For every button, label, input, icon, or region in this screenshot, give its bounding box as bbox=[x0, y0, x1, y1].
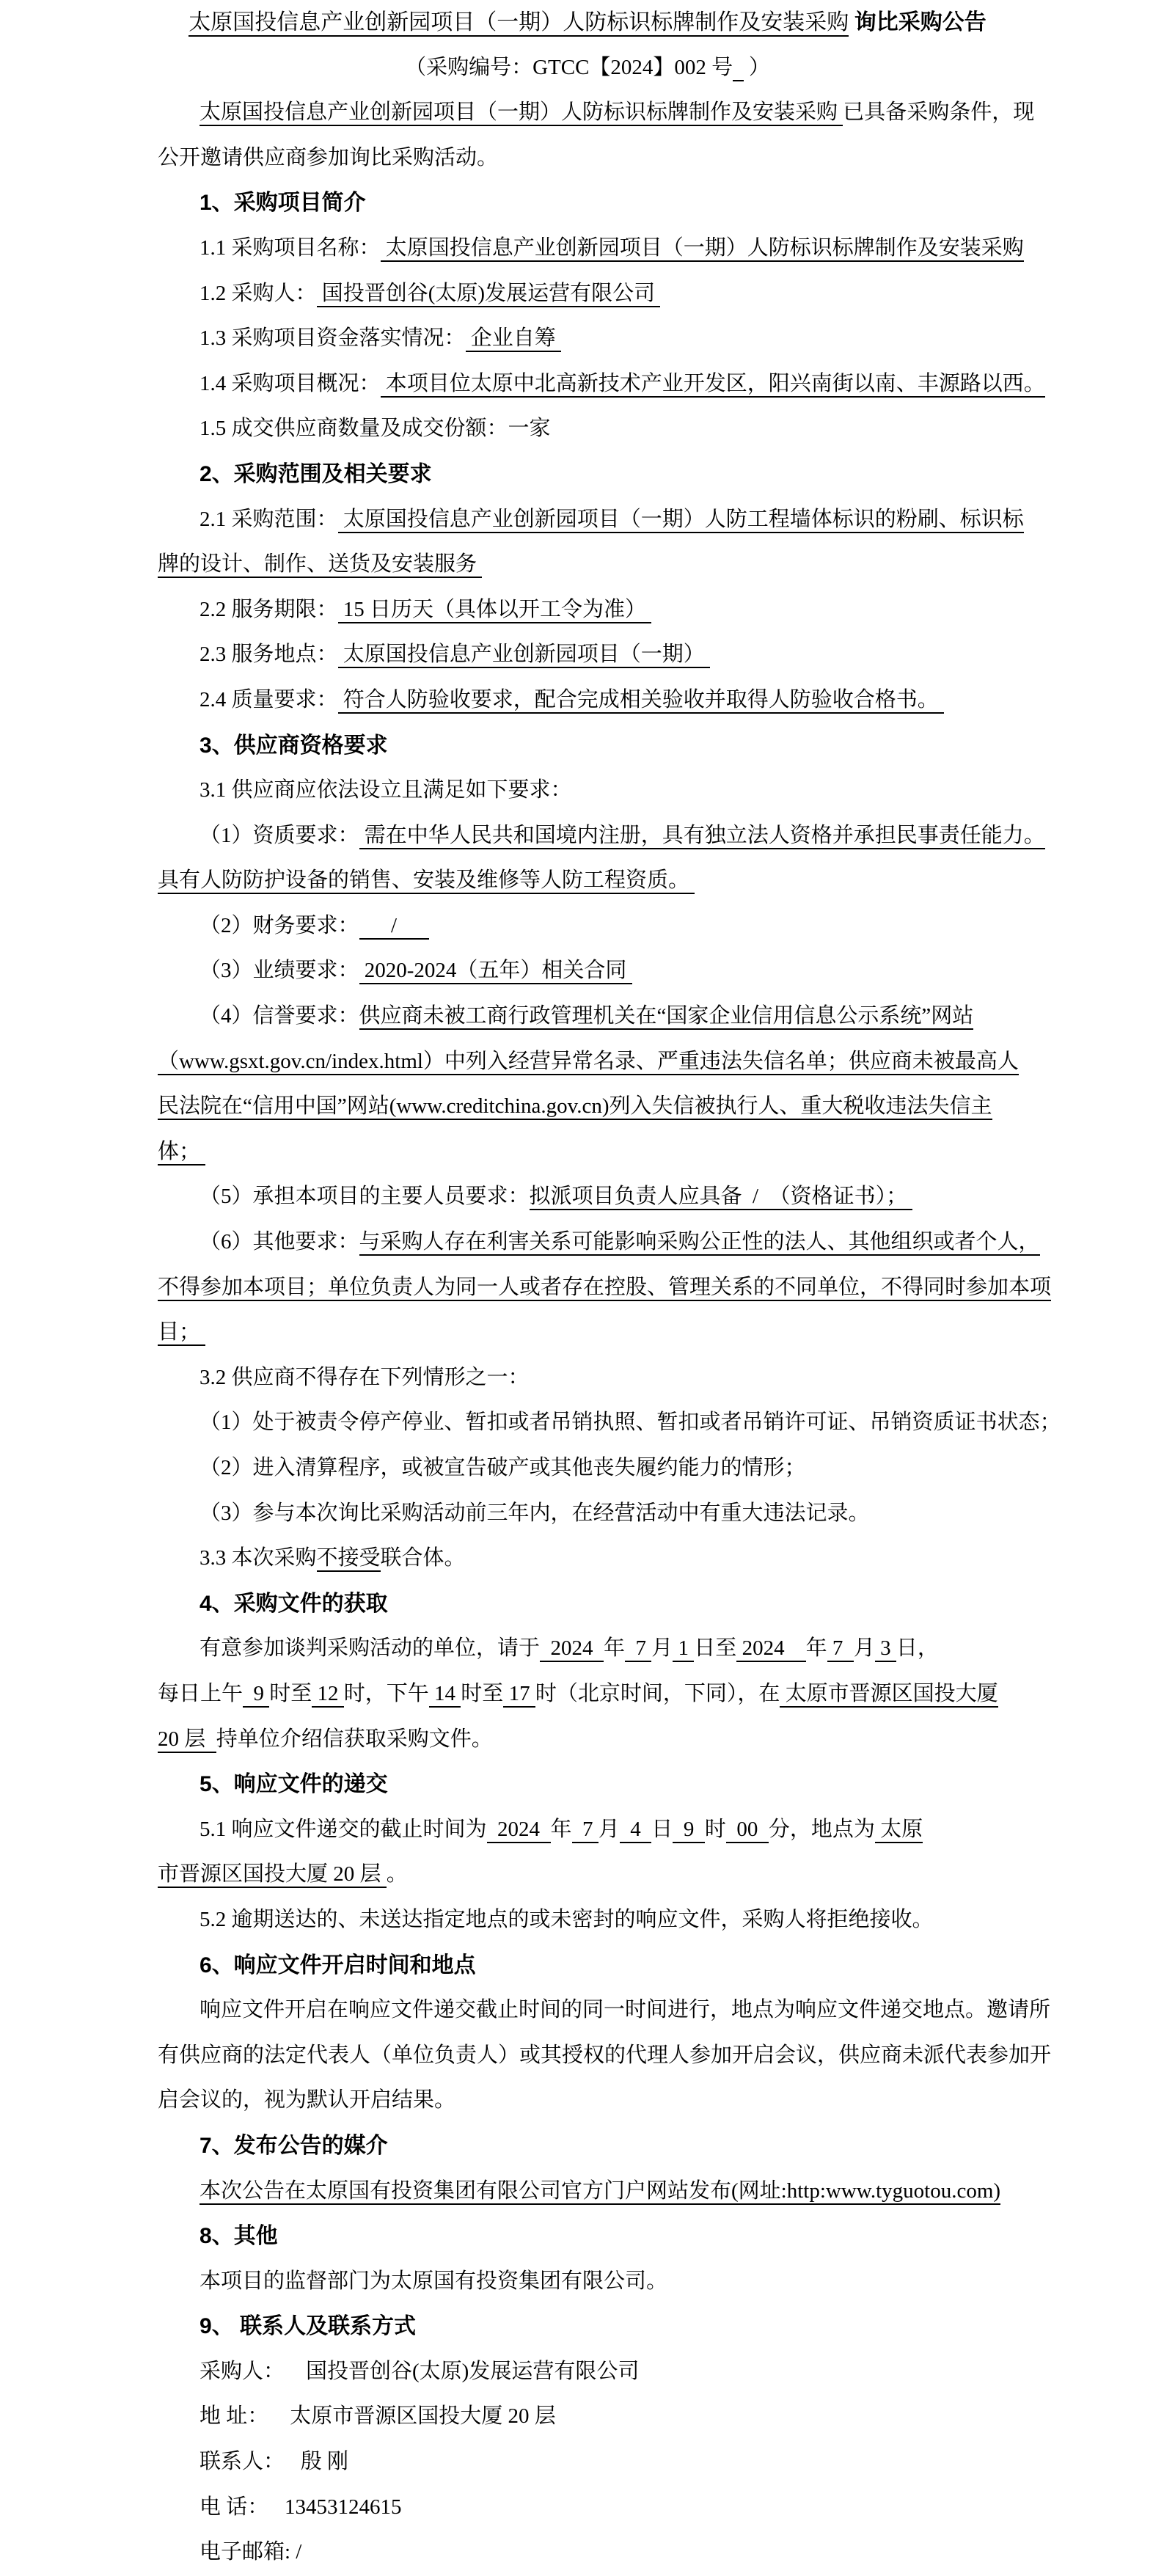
text-segment: 3.2 供应商不得存在下列情形之一： bbox=[200, 1365, 530, 1389]
text-segment: 5、响应文件的递交 bbox=[200, 1772, 388, 1797]
text-segment: （2）财务要求： bbox=[200, 913, 359, 937]
underlined-text-segment: 供应商未被工商行政管理机关在“国家企业信用信息公示系统”网站 bbox=[359, 1004, 974, 1030]
text-line bbox=[158, 2078, 1017, 2123]
underlined-text-segment: 9 bbox=[673, 1818, 705, 1843]
underlined-text-segment: 太原国投信息产业创新园项目（一期）人防标识标牌制作及安装采购 bbox=[188, 10, 849, 37]
text-segment: 4、采购文件的获取 bbox=[200, 1591, 388, 1616]
text-segment: 国投晋创谷(太原)发展运营有限公司 bbox=[285, 2359, 640, 2383]
text-line bbox=[158, 271, 1017, 317]
text-segment: 13453124615 bbox=[268, 2495, 402, 2519]
text-line bbox=[158, 136, 1017, 181]
text-line bbox=[158, 1852, 1017, 1898]
text-segment: 2.1 采购范围： bbox=[200, 507, 338, 531]
underlined-text-segment bbox=[733, 56, 744, 81]
text-segment: 月 bbox=[651, 1636, 673, 1661]
text-segment: 月 bbox=[853, 1636, 875, 1661]
underlined-text-segment: 2024 bbox=[487, 1818, 551, 1843]
section-heading bbox=[158, 1581, 1017, 1627]
text-segment: 8、其他 bbox=[200, 2224, 278, 2249]
underlined-text-segment: 4 bbox=[620, 1818, 652, 1843]
text-segment: 响应文件开启在响应文件递交截止时间的同一时间进行，地点为响应文件递交地点。邀请所 bbox=[200, 1998, 1051, 2022]
text-segment: 殷 刚 bbox=[285, 2450, 349, 2474]
underlined-text-segment: 14 bbox=[429, 1682, 461, 1708]
text-line bbox=[158, 632, 1017, 678]
text-segment: （4）信誉要求： bbox=[200, 1004, 359, 1028]
text-segment: 1.5 成交供应商数量及成交份额：一家 bbox=[200, 417, 551, 441]
text-line bbox=[158, 2530, 1017, 2575]
text-segment: 已具备采购条件，现 bbox=[843, 100, 1035, 125]
text-line bbox=[158, 1491, 1017, 1537]
underlined-text-segment: 1 bbox=[673, 1636, 694, 1662]
text-line bbox=[158, 2259, 1017, 2305]
text-segment: 每日上午 bbox=[158, 1681, 244, 1705]
text-segment: 有意参加谈判采购活动的单位，请于 bbox=[200, 1636, 541, 1661]
section-heading bbox=[158, 723, 1017, 769]
text-line bbox=[158, 2033, 1052, 2079]
text-line bbox=[158, 45, 1017, 91]
underlined-text-segment: 太原国投信息产业创新园项目（一期） bbox=[338, 643, 711, 668]
underlined-text-segment: 民法院在“信用中国”网站(www.creditchina.gov.cn)列入失信被执行人、重大税收违法失信主 bbox=[158, 1094, 992, 1120]
text-line bbox=[158, 1672, 1017, 1717]
text-line bbox=[158, 588, 1017, 633]
underlined-text-segment: 太原国投信息产业创新园项目（一期）人防标识标牌制作及安装采购 bbox=[381, 236, 1024, 262]
underlined-text-segment: / bbox=[359, 914, 429, 940]
underlined-text-segment: 国投晋创谷(太原)发展运营有限公司 bbox=[317, 282, 661, 307]
text-line bbox=[158, 2485, 1017, 2531]
text-line bbox=[158, 1084, 1017, 1130]
underlined-text-segment: 不接受 bbox=[317, 1546, 381, 1572]
underlined-text-segment: 具有人防防护设备的销售、安装及维修等人防工程资质。 bbox=[158, 868, 695, 894]
text-segment: 时 bbox=[704, 1817, 726, 1841]
text-line bbox=[158, 1355, 1017, 1401]
text-line bbox=[158, 858, 1017, 904]
text-segment: 分，地点为 bbox=[768, 1817, 875, 1841]
text-segment: 3.1 供应商应依法设立且满足如下要求： bbox=[200, 778, 572, 802]
document-title-line bbox=[158, 0, 1017, 45]
underlined-text-segment: 目； bbox=[158, 1320, 205, 1346]
section-heading bbox=[158, 2123, 1017, 2169]
underlined-text-segment: 市晋源区国投大厦 20 层 bbox=[158, 1862, 387, 1888]
underlined-text-segment: 7 bbox=[625, 1636, 651, 1662]
text-segment: （2）进入清算程序，或被宣告破产或其他丧失履约能力的情形； bbox=[200, 1456, 806, 1479]
text-segment: 日， bbox=[896, 1636, 939, 1661]
text-line bbox=[158, 1220, 1040, 1265]
text-segment: 3、供应商资格要求 bbox=[200, 733, 388, 758]
text-line bbox=[158, 362, 1045, 407]
text-segment: 电 话： bbox=[200, 2495, 269, 2519]
underlined-text-segment: 00 bbox=[726, 1818, 769, 1843]
text-segment: 1.3 采购项目资金落实情况： bbox=[200, 326, 466, 351]
section-heading bbox=[158, 2214, 1017, 2259]
text-segment: 持单位介绍信获取采购文件。 bbox=[216, 1727, 493, 1751]
underlined-text-segment: 与采购人存在利害关系可能影响采购公正性的法人、其他组织或者个人， bbox=[359, 1230, 1040, 1256]
section-heading bbox=[158, 1943, 1017, 1988]
text-line bbox=[158, 2394, 1017, 2440]
text-line bbox=[158, 1898, 1017, 1943]
text-segment: 1.2 采购人： bbox=[200, 281, 317, 305]
text-line bbox=[158, 904, 1017, 949]
text-line bbox=[158, 542, 1017, 588]
underlined-text-segment: 本次公告在太原国有投资集团有限公司官方门户网站发布(网址:http:www.tyguotou.com) bbox=[200, 2179, 1000, 2205]
text-line bbox=[158, 1988, 1051, 2033]
text-line bbox=[158, 1626, 1017, 1672]
underlined-text-segment: 9 bbox=[243, 1682, 269, 1708]
text-segment: 3.3 本次采购 bbox=[200, 1546, 317, 1570]
text-segment: 启会议的，视为默认开启结果。 bbox=[158, 2088, 456, 2112]
text-line bbox=[158, 1807, 1017, 1853]
underlined-text-segment: 不得参加本项目；单位负责人为同一人或者存在控股、管理关系的不同单位，不得同时参加本项 bbox=[158, 1276, 1051, 1301]
section-heading bbox=[158, 180, 1017, 226]
underlined-text-segment: 牌的设计、制作、送货及安装服务 bbox=[158, 552, 482, 578]
text-segment: 太原市晋源区国投大厦 20 层 bbox=[268, 2404, 556, 2429]
section-heading bbox=[158, 452, 1017, 497]
text-segment: 月 bbox=[598, 1817, 620, 1841]
text-segment: 2.2 服务期限： bbox=[200, 597, 338, 621]
underlined-text-segment: 符合人防验收要求，配合完成相关验收并取得人防验收合格书。 bbox=[338, 688, 945, 714]
underlined-text-segment: 太原国投信息产业创新园项目（一期）人防标识标牌制作及安装采购 bbox=[200, 100, 843, 126]
text-line bbox=[158, 1446, 1017, 1491]
text-line bbox=[158, 1130, 1017, 1175]
text-segment: 5.2 逾期送达的、未送达指定地点的或未密封的响应文件，采购人将拒绝接收。 bbox=[200, 1907, 934, 1931]
text-segment: 9、 联系人及联系方式 bbox=[200, 2314, 417, 2339]
underlined-text-segment: 太原 bbox=[875, 1818, 923, 1843]
underlined-text-segment: 本项目位太原中北高新技术产业开发区，阳兴南街以南、丰源路以西。 bbox=[381, 372, 1045, 398]
text-line bbox=[158, 1536, 1017, 1581]
text-segment: 公开邀请供应商参加询比采购活动。 bbox=[158, 145, 499, 169]
underlined-text-segment: 17 bbox=[503, 1682, 535, 1708]
text-line bbox=[158, 1174, 1017, 1220]
text-segment: （3）业绩要求： bbox=[200, 959, 359, 983]
underlined-text-segment: 2024 bbox=[736, 1636, 805, 1662]
text-segment: 日 bbox=[651, 1817, 673, 1841]
text-line bbox=[158, 1039, 1017, 1085]
underlined-text-segment: 7 bbox=[572, 1818, 599, 1843]
text-line bbox=[158, 2169, 1017, 2214]
text-line bbox=[158, 226, 1024, 271]
text-segment: 采购人： bbox=[200, 2359, 285, 2383]
text-segment: 2.4 质量要求： bbox=[200, 687, 338, 711]
text-line bbox=[158, 1265, 1052, 1311]
text-segment: 本项目的监督部门为太原国有投资集团有限公司。 bbox=[200, 2269, 668, 2293]
text-segment: 年 bbox=[604, 1636, 626, 1661]
underlined-text-segment: （www.gsxt.gov.cn/index.html）中列入经营异常名录、严重违法失信名单；供应商未被最高人 bbox=[158, 1050, 1019, 1075]
text-segment: 联合体。 bbox=[380, 1546, 466, 1570]
text-segment: （1）处于被责令停产停业、暂扣或者吊销执照、暂扣或者吊销许可证、吊销资质证书状态； bbox=[200, 1410, 1061, 1435]
text-segment: 有供应商的法定代表人（单位负责人）或其授权的代理人参加开启会议，供应商未派代表参加开 bbox=[158, 2043, 1052, 2067]
underlined-text-segment: 体； bbox=[158, 1140, 205, 1166]
text-segment: （采购编号：GTCC【2024】002 号 bbox=[405, 55, 733, 79]
text-line bbox=[158, 316, 1017, 362]
text-line bbox=[158, 1400, 1061, 1446]
text-line bbox=[158, 768, 1017, 813]
text-segment: 1、采购项目简介 bbox=[200, 191, 366, 216]
text-line bbox=[158, 1310, 1017, 1355]
underlined-text-segment: 需在中华人民共和国境内注册，具有独立法人资格并承担民事责任能力。 bbox=[359, 824, 1045, 849]
text-line bbox=[158, 406, 1017, 452]
underlined-text-segment: 太原市晋源区国投大厦 bbox=[780, 1682, 998, 1708]
text-line bbox=[158, 678, 1017, 723]
text-line bbox=[158, 497, 1024, 543]
underlined-text-segment: 拟派项目负责人应具备 / （资格证书）； bbox=[530, 1185, 913, 1210]
text-line bbox=[158, 2349, 1017, 2395]
text-line bbox=[158, 1717, 1017, 1763]
text-segment: 年 bbox=[550, 1817, 572, 1841]
underlined-text-segment: 企业自筹 bbox=[466, 326, 562, 352]
text-line bbox=[158, 90, 1035, 136]
text-line bbox=[158, 2440, 1017, 2485]
text-segment: 地 址： bbox=[200, 2404, 269, 2429]
text-segment: （6）其他要求： bbox=[200, 1230, 359, 1254]
underlined-text-segment: 7 bbox=[827, 1636, 854, 1662]
text-segment: 1.1 采购项目名称： bbox=[200, 235, 381, 260]
text-segment: 日至 bbox=[694, 1636, 737, 1661]
text-segment: 6、响应文件开启时间和地点 bbox=[200, 1953, 476, 1977]
text-segment: （3）参与本次询比采购活动前三年内，在经营活动中有重大违法记录。 bbox=[200, 1501, 870, 1525]
text-segment: 联系人： bbox=[200, 2450, 285, 2474]
underlined-text-segment: 12 bbox=[312, 1682, 344, 1708]
text-segment: （5）承担本项目的主要人员要求： bbox=[200, 1185, 530, 1209]
text-line bbox=[158, 813, 1045, 859]
text-segment: 7、发布公告的媒介 bbox=[200, 2133, 388, 2158]
text-segment: 年 bbox=[805, 1636, 827, 1661]
underlined-text-segment: 2024 bbox=[540, 1636, 604, 1662]
text-segment: 时至 bbox=[269, 1681, 312, 1705]
section-heading bbox=[158, 2304, 1017, 2349]
text-line bbox=[158, 994, 1017, 1039]
section-heading bbox=[158, 1762, 1017, 1807]
text-segment: （1）资质要求： bbox=[200, 823, 359, 847]
text-segment bbox=[849, 10, 854, 34]
underlined-text-segment: 2020-2024（五年）相关合同 bbox=[359, 959, 632, 984]
text-segment: 2.3 服务地点： bbox=[200, 643, 338, 667]
underlined-text-segment: 20 层 bbox=[158, 1727, 216, 1753]
text-segment: 。 bbox=[386, 1862, 408, 1887]
underlined-text-segment: 太原国投信息产业创新园项目（一期）人防工程墙体标识的粉刷、标识标 bbox=[338, 508, 1024, 533]
text-segment: 5.1 响应文件递交的截止时间为 bbox=[200, 1817, 487, 1841]
text-segment: 时（北京时间，下同），在 bbox=[535, 1681, 780, 1705]
text-segment: ） bbox=[743, 55, 770, 79]
underlined-text-segment: 3 bbox=[875, 1636, 896, 1662]
text-segment: 询比采购公告 bbox=[854, 10, 987, 34]
underlined-text-segment: 15 日历天（具体以开工令为准） bbox=[338, 598, 652, 623]
text-segment: 时，下午 bbox=[343, 1681, 429, 1705]
text-segment: 时至 bbox=[461, 1681, 504, 1705]
text-segment: 1.4 采购项目概况： bbox=[200, 371, 381, 395]
text-line bbox=[158, 948, 1017, 994]
text-segment: 电子邮箱: / bbox=[200, 2540, 302, 2564]
text-segment: 2、采购范围及相关要求 bbox=[200, 461, 432, 486]
